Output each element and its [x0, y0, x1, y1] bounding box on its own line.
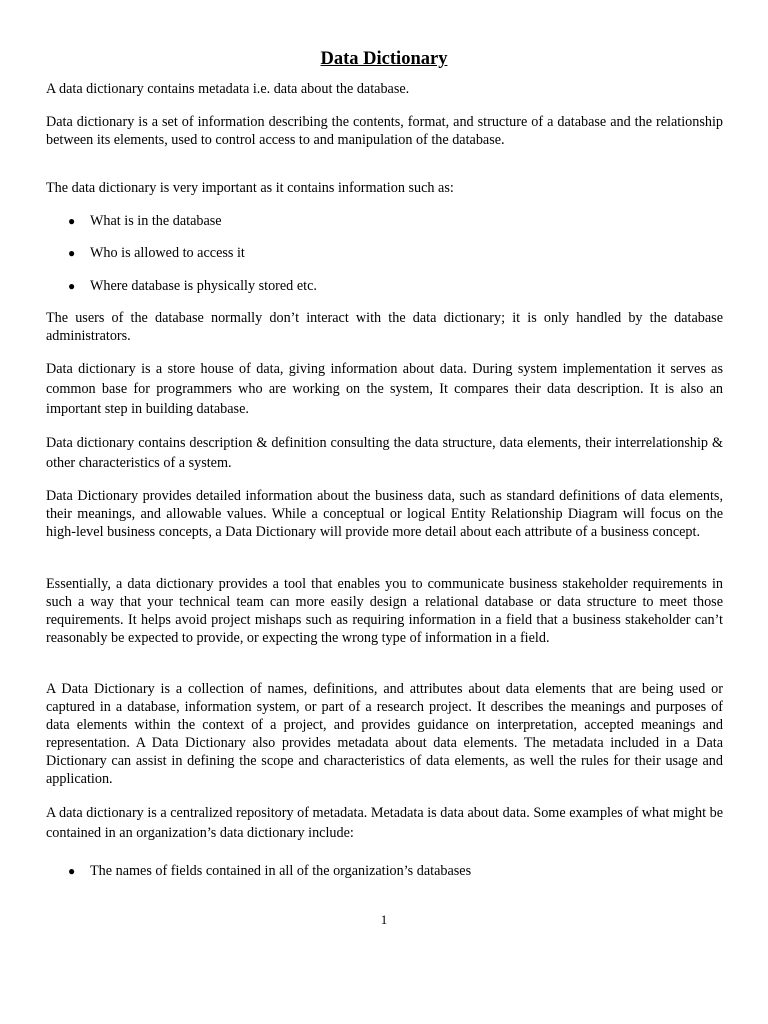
- list-item-text: Where database is physically stored etc.: [90, 278, 317, 294]
- bullet-icon: ●: [68, 864, 76, 878]
- paragraph-repository: A data dictionary is a centralized repository of metadata. Metadata is data about data. Some examples of what might be contained in an organization’s data dictionary include:: [46, 805, 723, 841]
- paragraph-collection: A Data Dictionary is a collection of names, definitions, and attributes about data elements that are being used or captured in a database, information system, or part of a research project. It describes the meanings and purposes of data elements within the context of a project, and provides guidance on interpretation, accepted meanings and representation. A Data Dictionary also provides metadata about data elements. The metadata included in a Data Dictionary can assist in defining the scope and characteristics of data elements, as well the rules for their usage and application.: [46, 681, 723, 787]
- paragraph-business-data: Data Dictionary provides detailed information about the business data, such as standard definitions of data elements, their meanings, and allowable values. While a conceptual or logical Entity Relationship Diagram will focus on the high-level business concepts, a Data Dictionary will provide more detail about each attribute of a business concept.: [46, 488, 723, 540]
- paragraph-store-house: Data dictionary is a store house of data, giving information about data. During system implementation it serves as common base for programmers who are working on the system, It compares their data description. It is also an important step in building database.: [46, 361, 723, 417]
- paragraph-intro: A data dictionary contains metadata i.e. data about the database.: [46, 81, 410, 97]
- bullet-icon: ●: [68, 246, 76, 260]
- paragraph-essentially: Essentially, a data dictionary provides a tool that enables you to communicate business stakeholder requirements in such a way that your technical team can more easily design a relational database or data structure to meet those requirements. It helps avoid project mishaps such as requiring information in a field that a business stakeholder can’t reasonably be expected to provide, or expecting the wrong type of information in a field.: [46, 576, 723, 646]
- page-title: Data Dictionary: [320, 49, 448, 69]
- paragraph-contents: Data dictionary contains description & definition consulting the data structure, data elements, their interrelationship & other characteristics of a system.: [46, 435, 723, 471]
- paragraph-definition: Data dictionary is a set of information describing the contents, format, and structure of a database and the relationship between its elements, used to control access to and manipulation of the database.: [46, 114, 723, 148]
- bullet-icon: ●: [68, 214, 76, 228]
- list-item-text: What is in the database: [90, 213, 222, 229]
- paragraph-importance: The data dictionary is very important as it contains information such as:: [46, 180, 454, 196]
- list-item-text: Who is allowed to access it: [90, 245, 245, 261]
- paragraph-users: The users of the database normally don’t interact with the data dictionary; it is only handled by the database administrators.: [46, 310, 723, 344]
- list-item-text: The names of fields contained in all of the organization’s databases: [90, 863, 472, 879]
- bullet-icon: ●: [68, 279, 76, 293]
- page-number: 1: [380, 912, 388, 927]
